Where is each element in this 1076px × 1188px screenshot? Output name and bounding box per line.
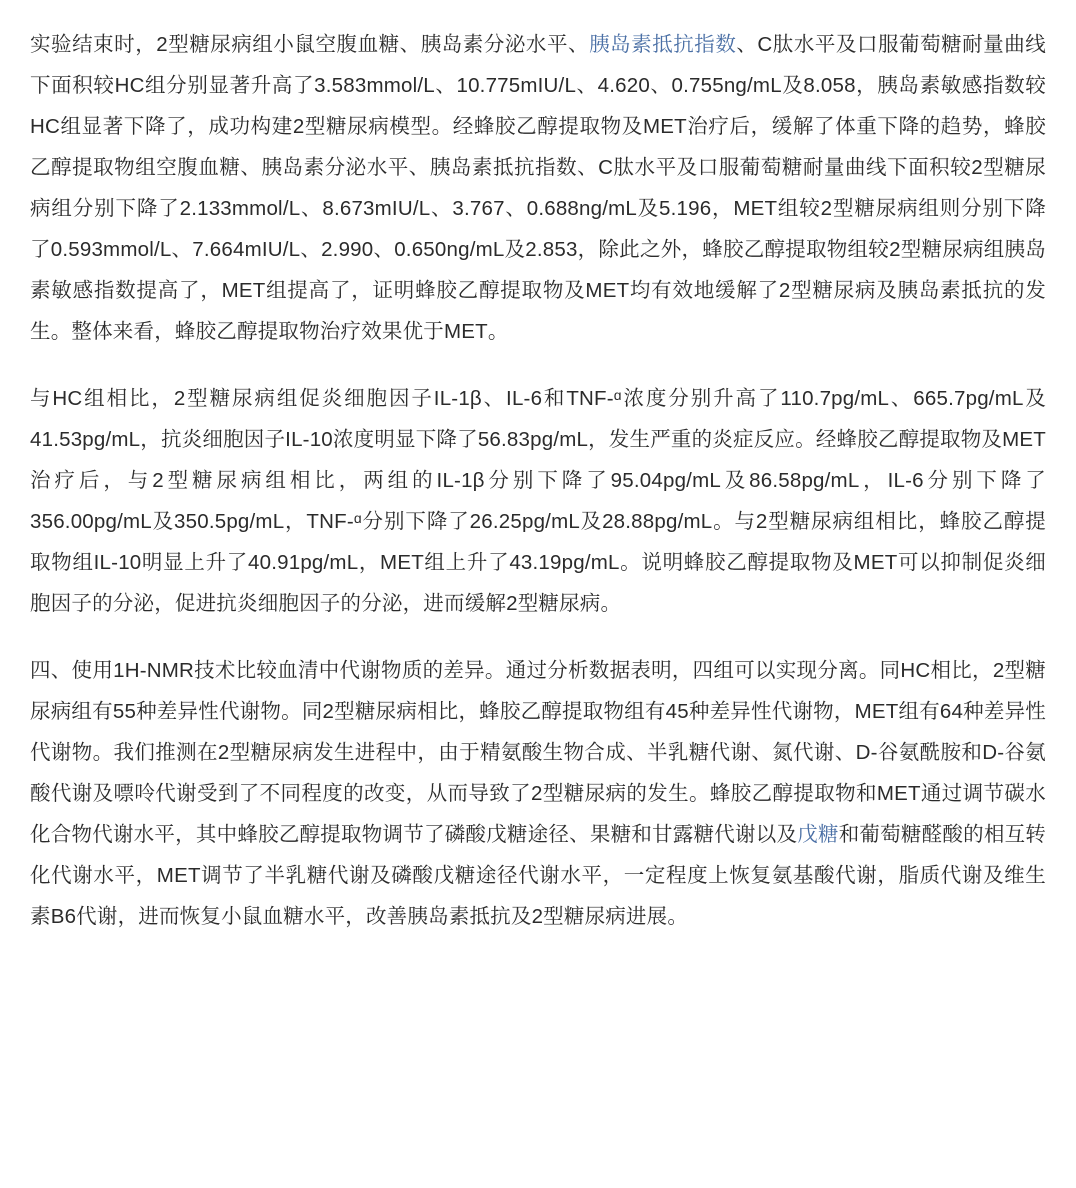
inline-link[interactable]: 戊糖 (797, 823, 839, 846)
paragraph (30, 378, 1046, 624)
paragraph-text: 实验结束时，2型糖尿病组小鼠空腹血糖、胰岛素分泌水平、 (30, 33, 590, 56)
paragraph-text: 四、使用1H-NMR技术比较血清中代谢物质的差异。通过分析数据表明，四组可以实现分离。同HC相比，2型糖尿病组有55种差异性代谢物。同2型糖尿病相比，蜂胶乙醇提取物组有45种差异性代谢物，MET组有64种差异性代谢物。我们推测在2型糖尿病发生进程中，由于精氨酸生物合成、半乳糖代谢、氮代谢、D-谷氨酰胺和D-谷氨酸代谢及嘌呤代谢受到了不同程度的改变，从而导致了2型糖尿病的发生。蜂胶乙醇提取物和MET通过调节碳水化合物代谢水平，其中蜂胶乙醇提取物调节了磷酸戊糖途径、果糖和甘露糖代谢以及 (30, 659, 1046, 846)
paragraph (30, 650, 1046, 937)
inline-link[interactable]: 胰岛素抵抗指数 (589, 33, 737, 56)
paragraph (30, 24, 1046, 352)
paragraph-list (30, 24, 1046, 937)
paragraph-text: 、C肽水平及口服葡萄糖耐量曲线下面积较HC组分别显著升高了3.583mmol/L、10.775mIU/L、4.620、0.755ng/mL及8.058，胰岛素敏感指数较HC组显著下降了，成功构建2型糖尿病模型。经蜂胶乙醇提取物及MET治疗后，缓解了体重下降的趋势，蜂胶乙醇提取物组空腹血糖、胰岛素分泌水平、胰岛素抵抗指数、C肽水平及口服葡萄糖耐量曲线下面积较2型糖尿病组分别下降了2.133mmol/L、8.673mIU/L、3.767、0.688ng/mL及5.196，MET组较2型糖尿病组则分别下降了0.593mmol/L、7.664mIU/L、2.990、0.650ng/mL及2.853，除此之外，蜂胶乙醇提取物组较2型糖尿病组胰岛素敏感指数提高了，MET组提高了，证明蜂胶乙醇提取物及MET均有效地缓解了2型糖尿病及胰岛素抵抗的发生。整体来看，蜂胶乙醇提取物治疗效果优于MET。 (30, 33, 1046, 343)
paragraph-text: 和葡萄糖醛酸的相互转化代谢水平，MET调节了半乳糖代谢及磷酸戊糖途径代谢水平，一定程度上恢复氨基酸代谢，脂质代谢及维生素B6代谢，进而恢复小鼠血糖水平，改善胰岛素抵抗及2型糖尿病进展。 (30, 823, 1047, 928)
paragraph-text: 与HC组相比，2型糖尿病组促炎细胞因子IL-1β、IL-6和TNF-ᵅ浓度分别升高了110.7pg/mL、665.7pg/mL及41.53pg/mL，抗炎细胞因子IL-10浓度明显下降了56.83pg/mL，发生严重的炎症反应。经蜂胶乙醇提取物及MET治疗后，与2型糖尿病组相比，两组的IL-1β分别下降了95.04pg/mL及86.58pg/mL，IL-6分别下降了356.00pg/mL及350.5pg/mL，TNF-ᵅ分别下降了26.25pg/mL及28.88pg/mL。与2型糖尿病组相比，蜂胶乙醇提取物组IL-10明显上升了40.91pg/mL，MET组上升了43.19pg/mL。说明蜂胶乙醇提取物及MET可以抑制促炎细胞因子的分泌，促进抗炎细胞因子的分泌，进而缓解2型糖尿病。 (30, 387, 1046, 615)
